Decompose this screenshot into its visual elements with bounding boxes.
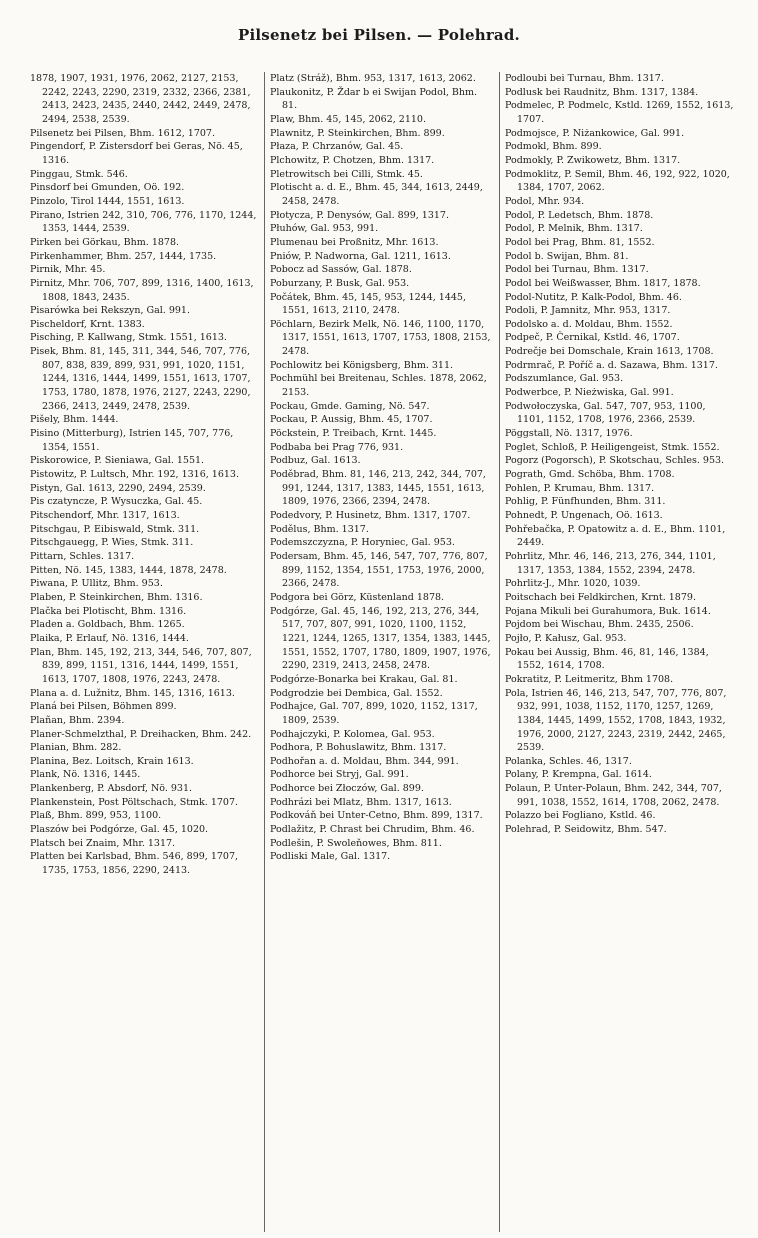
index-entry: Pinzolo, Tirol 1444, 1551, 1613. bbox=[30, 195, 185, 207]
index-entry: Plaszów bei Podgórze, Gal. 45, 1020. bbox=[30, 824, 209, 836]
index-entry: Podol bei Prag, Bhm. 81, 1552. bbox=[505, 236, 655, 248]
index-entry: Plačka bei Plotischt, Bhm. 1316. bbox=[30, 605, 187, 617]
index-entry: Podbaba bei Prag 776, 931. bbox=[270, 441, 404, 453]
index-entry: Podolsko a. d. Moldau, Bhm. 1552. bbox=[505, 318, 673, 330]
index-entry: Plaika, P. Erlauf, Nö. 1316, 1444. bbox=[30, 632, 189, 644]
index-entry: Pohnedt, P. Ungenach, Oö. 1613. bbox=[505, 510, 663, 521]
index-entry: Plankenstein, Post Pöltschach, Stmk. 1707. bbox=[30, 796, 239, 808]
index-entry: Pisek, Bhm. 81, 145, 311, 344, 546, 707, 776, 807, 838, 839, 899, 931, 991, 1020, 1151, 1244, 1316, 1444, 1499, 1551, 1613, 1707, 1753, 1780, 1878, 1976, 2127, 2243, 2290, 2366, 2413, 2449, 2478, 2539. bbox=[30, 346, 251, 412]
index-entry: Pingendorf, P. Zistersdorf bei Geras, Nö. 45, 1316. bbox=[30, 141, 243, 166]
index-entry: Podmokly, P. Zwikowetz, Bhm. 1317. bbox=[505, 154, 681, 166]
index-entry: Pišely, Bhm. 1444. bbox=[30, 414, 119, 426]
index-entry: Podlešin, P. Swoleňowes, Bhm. 811. bbox=[270, 837, 442, 849]
index-entry: Podedvory, P. Husinetz, Bhm. 1317, 1707. bbox=[270, 510, 471, 521]
index-entry: Platsch bei Znaim, Mhr. 1317. bbox=[30, 837, 176, 849]
index-entry: Polehrad, P. Seidowitz, Bhm. 547. bbox=[505, 824, 667, 836]
index-entry: Podhorce bei Stryj, Gal. 991. bbox=[270, 769, 409, 781]
index-entry: Podemszczyzna, P. Horyniec, Gal. 953. bbox=[270, 537, 455, 549]
index-entry: Plañan, Bhm. 2394. bbox=[30, 714, 125, 726]
index-entry: Pola, Istrien 46, 146, 213, 547, 707, 776, 807, 932, 991, 1038, 1152, 1170, 1257, 1269, 1384, 1445, 1499, 1552, 1708, 1843, 1932, 1976, 2000, 2127, 2243, 2319, 2442, 2465, 2539. bbox=[505, 687, 727, 754]
index-entry: Podliski Male, Gal. 1317. bbox=[270, 851, 391, 863]
index-entry: Plaukonitz, P. Ždar b ei Swijan Podol, Bhm. 81. bbox=[270, 86, 478, 112]
index-entry: Pinggau, Stmk. 546. bbox=[30, 168, 128, 180]
index-entry: Podmojsce, P. Niżankowice, Gal. 991. bbox=[505, 127, 685, 139]
index-entry: Pilsenetz bei Pilsen, Bhm. 1612, 1707. bbox=[30, 127, 215, 139]
index-entry: Płuhów, Gal. 953, 991. bbox=[270, 223, 379, 235]
index-entry: Polazzo bei Fogliano, Kstld. 46. bbox=[505, 810, 656, 822]
index-entry: Pobocz ad Sassów, Gal. 1878. bbox=[270, 264, 412, 276]
index-entry: Polany, P. Krempna, Gal. 1614. bbox=[505, 769, 652, 781]
index-entry: Plaw, Bhm. 45, 145, 2062, 2110. bbox=[270, 113, 426, 125]
index-entry: Podmelec, P. Podmelc, Kstld. 1269, 1552, 1613, 1707. bbox=[505, 100, 734, 125]
index-entry: Pojana Mikuli bei Gurahumora, Buk. 1614. bbox=[505, 605, 711, 617]
index-entry: Poglet, Schloß, P. Heiligengeist, Stmk. 1552. bbox=[505, 441, 720, 453]
index-entry: Pitschgau, P. Eibiswald, Stmk. 311. bbox=[30, 523, 200, 535]
column-2 bbox=[265, 72, 500, 1232]
index-entry: Planá bei Pilsen, Böhmen 899. bbox=[30, 701, 177, 713]
gazetteer-columns bbox=[30, 72, 736, 1232]
index-entry: Pöckstein, P. Treibach, Krnt. 1445. bbox=[270, 428, 437, 440]
index-entry: Počátek, Bhm. 45, 145, 953, 1244, 1445, 1551, 1613, 2110, 2478. bbox=[270, 291, 466, 317]
index-entry: Pistowitz, P. Lultsch, Mhr. 192, 1316, 1613. bbox=[30, 469, 239, 481]
index-entry: Płotycza, P. Denysów, Gal. 899, 1317. bbox=[270, 209, 449, 221]
index-entry: Pojdom bei Wischau, Bhm. 2435, 2506. bbox=[505, 619, 694, 631]
index-entry: Pochlowitz bei Königsberg, Bhm. 311. bbox=[270, 359, 454, 371]
column-3 bbox=[500, 72, 735, 1232]
index-entry: Podlažitz, P. Chrast bei Chrudim, Bhm. 46. bbox=[270, 824, 475, 836]
index-entry: Platz (Stráž), Bhm. 953, 1317, 1613, 2062. bbox=[270, 73, 476, 84]
index-entry: Podbuz, Gal. 1613. bbox=[270, 455, 361, 467]
index-entry: Podkováň bei Unter-Cetno, Bhm. 899, 1317. bbox=[270, 810, 483, 822]
index-entry: Pisching, P. Kallwang, Stmk. 1551, 1613. bbox=[30, 332, 227, 344]
index-entry: Podhořan a. d. Moldau, Bhm. 344, 991. bbox=[270, 755, 459, 767]
index-entry: Podrmrač, P. Poříč a. d. Sazawa, Bhm. 1317. bbox=[505, 359, 718, 371]
index-entry: Pohřebačka, P. Opatowitz a. d. E., Bhm. 1101, 2449. bbox=[505, 523, 726, 549]
index-entry: Pitten, Nö. 145, 1383, 1444, 1878, 2478. bbox=[30, 564, 227, 576]
index-entry: Podrečje bei Domschale, Krain 1613, 1708. bbox=[505, 346, 714, 358]
index-entry: Podmoklitz, P. Semil, Bhm. 46, 192, 922, 1020, 1384, 1707, 2062. bbox=[505, 168, 730, 194]
column-1 bbox=[30, 72, 265, 1232]
index-entry: Plchowitz, P. Chotzen, Bhm. 1317. bbox=[270, 154, 435, 166]
index-entry: Podoli, P. Jamnitz, Mhr. 953, 1317. bbox=[505, 305, 671, 317]
index-entry: Podol, P. Melnik, Bhm. 1317. bbox=[505, 223, 643, 235]
index-entry: Podgora bei Görz, Küstenland 1878. bbox=[270, 591, 445, 603]
index-entry: Polanka, Schles. 46, 1317. bbox=[505, 755, 632, 767]
index-entry: Pöchlarn, Bezirk Melk, Nö. 146, 1100, 1170, 1317, 1551, 1613, 1707, 1753, 1808, 2153, 2478. bbox=[270, 318, 491, 358]
index-entry: Podwołoczyska, Gal. 547, 707, 953, 1100, 1101, 1152, 1708, 1976, 2366, 2539. bbox=[505, 400, 706, 426]
index-entry: Podloubi bei Turnau, Bhm. 1317. bbox=[505, 73, 664, 84]
index-entry: Poburzany, P. Busk, Gal. 953. bbox=[270, 277, 410, 289]
index-entry: Pirkenhammer, Bhm. 257, 1444, 1735. bbox=[30, 250, 217, 262]
index-entry: Plotischt a. d. E., Bhm. 45, 344, 1613, 2449, 2458, 2478. bbox=[270, 182, 483, 207]
index-entry: Podhrázi bei Mlatz, Bhm. 1317, 1613. bbox=[270, 796, 452, 808]
index-entry: Planer-Schmelzthal, P. Dreihacken, Bhm. 242. bbox=[30, 728, 252, 740]
index-entry: Pinsdorf bei Gmunden, Oö. 192. bbox=[30, 182, 185, 194]
index-entry: Pirnik, Mhr. 45. bbox=[30, 264, 106, 276]
index-entry: Pisarówka bei Rekszyn, Gal. 991. bbox=[30, 305, 190, 317]
index-entry: Pirken bei Görkau, Bhm. 1878. bbox=[30, 236, 180, 248]
index-entry: Pitschgauegg, P. Wies, Stmk. 311. bbox=[30, 537, 194, 549]
index-entry: Pograth, Gmd. Schöba, Bhm. 1708. bbox=[505, 469, 675, 481]
index-entry: Podol b. Swijan, Bhm. 81. bbox=[505, 250, 629, 262]
index-entry: Podwerbce, P. Nieżwiska, Gal. 991. bbox=[505, 387, 674, 399]
index-entry: 1878, 1907, 1931, 1976, 2062, 2127, 2153, 2242, 2243, 2290, 2319, 2332, 2366, 2381, 2413, 2423, 2435, 2440, 2442, 2449, 2478, 2494, 2538, 2539. bbox=[30, 73, 251, 125]
index-entry: Piwana, P. Ullitz, Bhm. 953. bbox=[30, 578, 163, 590]
index-entry: Płaza, P. Chrzanów, Gal. 45. bbox=[270, 141, 404, 153]
index-entry: Plan, Bhm. 145, 192, 213, 344, 546, 707, 807, 839, 899, 1151, 1316, 1444, 1499, 1551, 1613, 1707, 1808, 1976, 2243, 2478. bbox=[30, 646, 252, 685]
index-entry: Podělus, Bhm. 1317. bbox=[270, 523, 369, 535]
index-entry: Podersam, Bhm. 45, 146, 547, 707, 776, 807, 899, 1152, 1354, 1551, 1753, 1976, 2000, 2366, 2478. bbox=[270, 550, 488, 590]
index-entry: Podmokl, Bhm. 899. bbox=[505, 141, 602, 153]
index-entry: Podhajczyki, P. Kolomea, Gal. 953. bbox=[270, 728, 435, 740]
index-entry: Podhora, P. Bohuslawitz, Bhm. 1317. bbox=[270, 742, 447, 754]
index-entry: Pohlen, P. Krumau, Bhm. 1317. bbox=[505, 482, 655, 494]
index-entry: Pirano, Istrien 242, 310, 706, 776, 1170, 1244, 1353, 1444, 2539. bbox=[30, 209, 257, 235]
index-entry: Poděbrad, Bhm. 81, 146, 213, 242, 344, 707, 991, 1244, 1317, 1383, 1445, 1551, 1613, 1809, 1976, 2366, 2394, 2478. bbox=[270, 469, 486, 508]
index-entry: Planina, Bez. Loitsch, Krain 1613. bbox=[30, 755, 194, 767]
index-entry: Pletrowitsch bei Cilli, Stmk. 45. bbox=[270, 168, 423, 180]
index-entry: Pittarn, Schles. 1317. bbox=[30, 550, 135, 562]
index-entry: Platten bei Karlsbad, Bhm. 546, 899, 1707, 1735, 1753, 1856, 2290, 2413. bbox=[30, 851, 239, 877]
index-entry: Plana a. d. Lužnitz, Bhm. 145, 1316, 1613. bbox=[30, 687, 235, 699]
index-entry: Podszumlance, Gal. 953. bbox=[505, 373, 624, 385]
index-entry: Plaben, P. Steinkirchen, Bhm. 1316. bbox=[30, 591, 203, 603]
index-entry: Pis czatyncze, P. Wysuczka, Gal. 45. bbox=[30, 496, 203, 508]
index-entry: Pockau, Gmde. Gaming, Nö. 547. bbox=[270, 400, 430, 412]
page-header: Pilsenetz bei Pilsen. — Polehrad. bbox=[238, 26, 520, 44]
index-entry: Polaun, P. Unter-Polaun, Bhm. 242, 344, 707, 991, 1038, 1552, 1614, 1708, 2062, 2478. bbox=[505, 783, 722, 808]
index-entry: Podol, Mhr. 934. bbox=[505, 195, 585, 207]
index-entry: Pockau, P. Aussig, Bhm. 45, 1707. bbox=[270, 414, 433, 426]
index-entry: Pokau bei Aussig, Bhm. 46, 81, 146, 1384, 1552, 1614, 1708. bbox=[505, 646, 709, 672]
index-entry: Plankenberg, P. Absdorf, Nö. 931. bbox=[30, 783, 193, 795]
index-entry: Podol-Nutitz, P. Kalk-Podol, Bhm. 46. bbox=[505, 291, 682, 303]
index-entry: Podhajce, Gal. 707, 899, 1020, 1152, 1317, 1809, 2539. bbox=[270, 701, 478, 726]
index-entry: Pistyn, Gal. 1613, 2290, 2494, 2539. bbox=[30, 482, 206, 494]
index-entry: Pischeldorf, Krnt. 1383. bbox=[30, 318, 145, 330]
index-entry: Plawnitz, P. Steinkirchen, Bhm. 899. bbox=[270, 127, 445, 139]
index-entry: Podpeč, P. Černikal, Kstld. 46, 1707. bbox=[505, 332, 680, 344]
index-entry: Podol, P. Ledetsch, Bhm. 1878. bbox=[505, 209, 654, 221]
index-entry: Plank, Nö. 1316, 1445. bbox=[30, 769, 141, 781]
index-entry: Podhorce bei Złoczów, Gal. 899. bbox=[270, 783, 424, 795]
index-entry: Poitschach bei Feldkirchen, Krnt. 1879. bbox=[505, 591, 696, 603]
index-entry: Pogorz (Pogorsch), P. Skotschau, Schles. 953. bbox=[505, 455, 725, 467]
index-entry: Podgórze-Bonarka bei Krakau, Gal. 81. bbox=[270, 673, 458, 685]
index-entry: Pladen a. Goldbach, Bhm. 1265. bbox=[30, 619, 185, 631]
index-entry: Plumenau bei Proßnitz, Mhr. 1613. bbox=[270, 236, 439, 248]
index-entry: Pohrlitz-J., Mhr. 1020, 1039. bbox=[505, 578, 641, 590]
index-entry: Pitschendorf, Mhr. 1317, 1613. bbox=[30, 510, 180, 521]
index-entry: Pisino (Mitterburg), Istrien 145, 707, 776, 1354, 1551. bbox=[30, 428, 234, 453]
index-entry: Plaß, Bhm. 899, 953, 1100. bbox=[30, 810, 162, 822]
index-entry: Pohlig, P. Fünfhunden, Bhm. 311. bbox=[505, 496, 666, 508]
index-entry: Podol bei Turnau, Bhm. 1317. bbox=[505, 264, 649, 276]
index-entry: Pojło, P. Kałusz, Gal. 953. bbox=[505, 632, 627, 644]
index-entry: Podol bei Weißwasser, Bhm. 1817, 1878. bbox=[505, 277, 701, 289]
index-entry: Pohrlitz, Mhr. 46, 146, 213, 276, 344, 1101, 1317, 1353, 1384, 1552, 2394, 2478. bbox=[505, 550, 716, 576]
index-entry: Podgrodzie bei Dembica, Gal. 1552. bbox=[270, 687, 443, 699]
index-entry: Podlusk bei Raudnitz, Bhm. 1317, 1384. bbox=[505, 86, 699, 98]
index-entry: Piskorowice, P. Sieniawa, Gal. 1551. bbox=[30, 455, 205, 467]
index-entry: Pniów, P. Nadworna, Gal. 1211, 1613. bbox=[270, 250, 451, 262]
index-entry: Podgórze, Gal. 45, 146, 192, 213, 276, 344, 517, 707, 807, 991, 1020, 1100, 1152, 1221, 1244, 1265, 1317, 1354, 1383, 1445, 1551, 1552, 1707, 1780, 1809, 1907, 1976, 2290, 2319, 2413, 2458, 2478. bbox=[270, 605, 491, 672]
index-entry: Pöggstall, Nö. 1317, 1976. bbox=[505, 428, 633, 440]
index-entry: Pochmühl bei Breitenau, Schles. 1878, 2062, 2153. bbox=[270, 373, 487, 399]
index-entry: Pokratitz, P. Leitmeritz, Bhm 1708. bbox=[505, 673, 674, 685]
index-entry: Pirnitz, Mhr. 706, 707, 899, 1316, 1400, 1613, 1808, 1843, 2435. bbox=[30, 277, 254, 303]
index-entry: Planian, Bhm. 282. bbox=[30, 742, 122, 754]
